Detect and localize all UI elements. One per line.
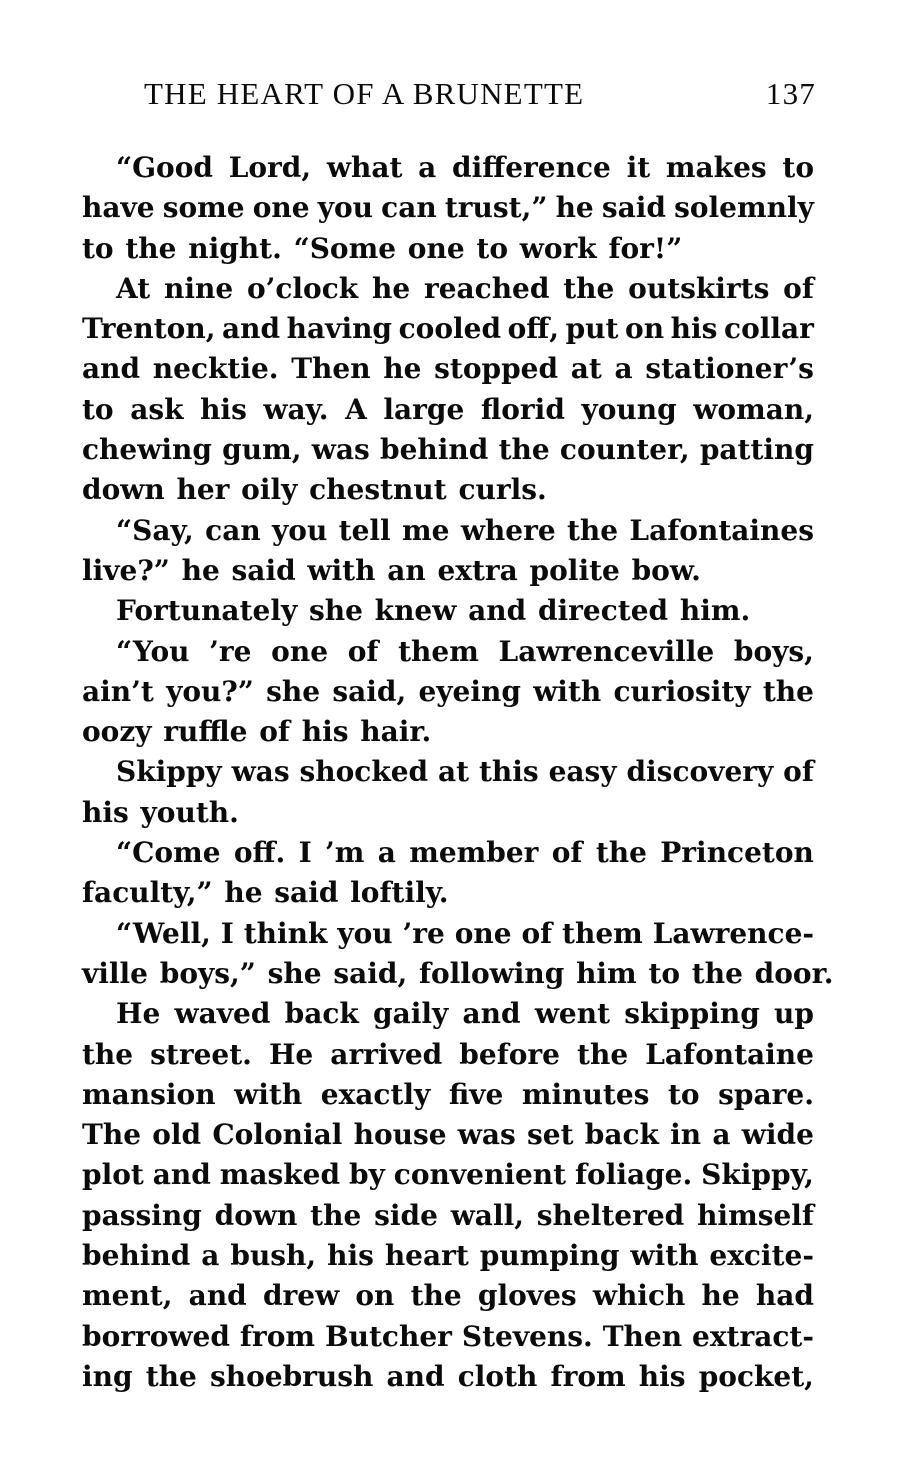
word: knew — [374, 594, 457, 628]
word: Fortunately — [116, 594, 298, 628]
word: you — [272, 513, 328, 547]
word: shocked — [299, 755, 429, 789]
word: excite- — [709, 1239, 814, 1273]
word: can — [381, 191, 437, 225]
word: to — [667, 1077, 700, 1111]
word: of — [551, 836, 583, 870]
word: I — [298, 836, 312, 870]
word: masked — [219, 1158, 341, 1192]
word: reached — [423, 271, 550, 305]
word: them — [562, 916, 643, 950]
word: the — [498, 433, 550, 467]
word: minutes — [521, 1077, 650, 1111]
word: gloves — [477, 1279, 577, 1313]
word: bow. — [631, 553, 701, 587]
text-line — [82, 1075, 814, 1115]
text-line — [82, 1035, 814, 1075]
word: said, — [332, 674, 407, 708]
word: street. — [150, 1037, 252, 1071]
word: a — [614, 352, 633, 386]
word: off. — [233, 836, 286, 870]
word: patting — [699, 433, 814, 467]
word: them — [398, 634, 479, 668]
running-title: THE HEART OF A BRUNETTE — [144, 76, 585, 111]
word: you — [317, 191, 374, 225]
word: set — [527, 1118, 574, 1152]
word: he — [555, 191, 594, 225]
text-line — [82, 914, 814, 954]
word: you?” — [166, 674, 254, 708]
word: the — [577, 1037, 629, 1071]
word: she — [267, 956, 322, 990]
word: was — [457, 1118, 516, 1152]
word: Lord, — [228, 151, 312, 184]
word: gaily — [373, 997, 449, 1031]
word: work — [519, 231, 597, 265]
word: youth. — [140, 795, 239, 829]
word: necktie. — [152, 352, 279, 386]
word: ruffle — [163, 715, 248, 749]
word: the — [566, 513, 619, 547]
word: He — [268, 1037, 314, 1071]
word: was — [311, 433, 370, 467]
word: Princeton — [660, 836, 814, 870]
word: an — [387, 553, 426, 587]
word: think — [243, 916, 328, 950]
word: stopped — [434, 352, 559, 386]
word: down — [82, 473, 165, 507]
word: a — [418, 151, 437, 184]
word: the — [125, 231, 177, 265]
page-number: 137 — [765, 76, 816, 111]
word: waved — [174, 997, 271, 1031]
word: of — [259, 715, 290, 749]
word: with — [533, 674, 602, 708]
word: ’m — [325, 836, 365, 870]
text-line — [82, 873, 814, 913]
word: he — [371, 271, 411, 305]
word: from — [239, 1319, 315, 1353]
word: back — [584, 1118, 659, 1152]
word: polite — [529, 553, 620, 587]
word: a — [712, 1118, 731, 1152]
word: tell — [338, 513, 391, 547]
word: “Come — [116, 836, 221, 870]
word: before — [459, 1037, 560, 1071]
word: down — [214, 1198, 298, 1232]
word: extra — [437, 553, 518, 587]
word: He — [116, 997, 161, 1031]
running-header — [82, 76, 816, 120]
word: ment, — [82, 1279, 173, 1313]
word: “Well, — [116, 916, 211, 950]
word: oily — [241, 473, 298, 507]
word: Colonial — [212, 1118, 343, 1152]
word: skipping — [624, 997, 760, 1031]
word: makes — [665, 151, 767, 184]
word: back — [284, 997, 359, 1031]
word: loftily. — [350, 876, 449, 910]
word: what — [326, 151, 403, 184]
text-line — [82, 1276, 814, 1316]
word: Then — [602, 1319, 683, 1353]
word: florid — [480, 392, 565, 426]
word: eyeing — [418, 674, 521, 708]
word: the — [762, 674, 814, 708]
word: and — [222, 312, 281, 346]
word: wall, — [450, 1198, 524, 1232]
word: which — [592, 1279, 686, 1313]
word: of — [783, 755, 814, 789]
word: the — [563, 271, 615, 305]
word: ask — [130, 392, 184, 426]
word: me — [402, 513, 450, 547]
word: put — [565, 312, 619, 346]
word: he — [701, 1279, 740, 1313]
text-line — [82, 632, 814, 672]
word: his — [301, 715, 349, 749]
word: nine — [163, 271, 234, 305]
word: “Some — [293, 231, 397, 265]
word: Skippy — [116, 755, 222, 789]
word: house — [353, 1118, 447, 1152]
word: up — [774, 997, 814, 1031]
word: spare. — [718, 1077, 814, 1111]
word: had — [755, 1279, 814, 1313]
word: curiosity — [613, 674, 751, 708]
word: his — [327, 1239, 374, 1273]
text-line — [82, 752, 814, 792]
word: pumping — [479, 1239, 620, 1273]
word: he — [383, 352, 422, 386]
word: he — [181, 553, 220, 587]
word: the — [82, 1037, 134, 1071]
word: on — [625, 312, 665, 346]
word: this — [478, 755, 539, 789]
word: can — [205, 513, 261, 547]
word: behind — [379, 433, 489, 467]
word: ’re — [209, 634, 252, 668]
word: stationer’s — [645, 352, 814, 386]
word: the — [691, 956, 743, 990]
word: with — [234, 1077, 303, 1111]
text-line — [82, 1115, 814, 1155]
word: drew — [262, 1279, 340, 1313]
text-line — [82, 430, 814, 470]
word: old — [152, 1118, 202, 1152]
word: cloth — [457, 1359, 538, 1393]
text-line — [82, 511, 814, 551]
word: from — [550, 1359, 626, 1393]
word: The — [82, 1118, 142, 1152]
text-line — [82, 551, 814, 591]
word: and — [462, 997, 521, 1031]
word: difference — [452, 151, 611, 184]
word: and — [386, 1359, 445, 1393]
text-line — [82, 833, 814, 873]
word: for!” — [608, 231, 683, 265]
word: was — [231, 755, 290, 789]
word: wide — [741, 1118, 814, 1152]
word: Butcher — [324, 1319, 452, 1353]
text-line — [82, 309, 814, 349]
word: cooled — [398, 312, 502, 346]
word: a — [377, 836, 396, 870]
word: way. — [263, 392, 329, 426]
word: Trenton, — [82, 312, 216, 346]
word: Then — [291, 352, 371, 386]
word: counter, — [559, 433, 690, 467]
word: member — [409, 836, 539, 870]
word: mansion — [82, 1077, 216, 1111]
word: following — [418, 956, 565, 990]
word: by — [349, 1158, 385, 1192]
word: boys,” — [159, 956, 256, 990]
word: borrowed — [82, 1319, 230, 1353]
word: said, — [333, 956, 408, 990]
word: his — [670, 312, 718, 346]
word: to — [82, 392, 114, 426]
word: five — [448, 1077, 504, 1111]
word: Lafontaine — [645, 1037, 814, 1071]
word: a — [201, 1239, 220, 1273]
word: at — [438, 755, 470, 789]
word: Lafontaines — [629, 513, 814, 547]
word: said — [274, 876, 339, 910]
word: himself — [697, 1198, 814, 1232]
word: door. — [754, 956, 834, 990]
word: of — [783, 271, 814, 305]
word: to — [648, 956, 681, 990]
word: passing — [82, 1198, 202, 1232]
word: night. — [188, 231, 282, 265]
word: boys, — [733, 634, 814, 668]
text-line — [82, 793, 814, 833]
word: side — [374, 1198, 438, 1232]
word: she — [308, 594, 363, 628]
word: young — [581, 392, 677, 426]
word: chestnut — [309, 473, 447, 507]
word: went — [534, 997, 611, 1031]
word: ing — [82, 1359, 133, 1393]
word: outskirts — [628, 271, 770, 305]
word: one — [454, 916, 512, 950]
word: his — [638, 1359, 686, 1393]
word: one — [252, 191, 310, 225]
word: his — [82, 795, 129, 829]
text-line — [82, 148, 814, 188]
word: said — [601, 191, 666, 225]
word: in — [670, 1118, 702, 1152]
text-line — [82, 954, 834, 994]
word: shoebrush — [209, 1359, 374, 1393]
word: said — [231, 553, 296, 587]
word: A — [345, 392, 367, 426]
text-line — [82, 1155, 814, 1195]
word: convenient — [393, 1158, 567, 1192]
word: the — [145, 1359, 197, 1393]
word: on — [355, 1279, 395, 1313]
word: discovery — [626, 755, 774, 789]
word: Lawrence- — [652, 916, 814, 950]
text-line — [82, 712, 814, 752]
word: off, — [507, 312, 560, 346]
text-line — [82, 994, 814, 1034]
word: o’clock — [246, 271, 359, 305]
text-line — [82, 229, 814, 269]
word: where — [460, 513, 556, 547]
word: the — [595, 836, 647, 870]
word: at — [570, 352, 602, 386]
word: his — [200, 392, 247, 426]
word: gum, — [222, 433, 302, 467]
word: to — [82, 231, 114, 265]
word: and — [82, 352, 141, 386]
word: sheltered — [536, 1198, 685, 1232]
word: arrived — [330, 1037, 443, 1071]
word: you — [337, 916, 393, 950]
word: some — [162, 191, 245, 225]
word: “Good — [116, 151, 213, 184]
word: “Say, — [116, 513, 194, 547]
word: having — [286, 312, 393, 346]
word: the — [410, 1279, 462, 1313]
word: plot — [82, 1158, 144, 1192]
text-line — [82, 591, 814, 631]
word: bush, — [230, 1239, 317, 1273]
word: trust,” — [444, 191, 548, 225]
word: ville — [82, 956, 148, 990]
text-line — [82, 1236, 814, 1276]
text-line — [82, 1357, 814, 1397]
word: chewing — [82, 433, 212, 467]
word: extract- — [692, 1319, 814, 1353]
word: At — [116, 271, 151, 305]
word: directed — [537, 594, 669, 628]
word: exactly — [320, 1077, 431, 1111]
word: oozy — [82, 715, 152, 749]
word: faculty,” — [82, 876, 213, 910]
word: live?” — [82, 553, 170, 587]
word: foliage. — [574, 1158, 693, 1192]
word: solemnly — [674, 191, 814, 225]
word: ain’t — [82, 674, 154, 708]
word: and — [152, 1158, 211, 1192]
word: easy — [548, 755, 617, 789]
text-line — [82, 269, 814, 309]
word: and — [188, 1279, 247, 1313]
word: large — [383, 392, 465, 426]
word: collar — [724, 312, 814, 346]
word: the — [310, 1198, 362, 1232]
word: it — [626, 151, 651, 184]
word: to — [782, 151, 814, 184]
text-line — [82, 470, 814, 510]
word: he — [224, 876, 263, 910]
word: her — [176, 473, 230, 507]
word: Skippy, — [701, 1158, 814, 1192]
word: with — [307, 553, 376, 587]
word: one — [407, 231, 465, 265]
text-line — [82, 390, 814, 430]
text-line — [82, 672, 814, 712]
word: one — [271, 634, 329, 668]
word: I — [220, 916, 234, 950]
word: hair. — [360, 715, 432, 749]
word: of — [521, 916, 553, 950]
text-line — [82, 188, 814, 228]
word: him — [576, 956, 637, 990]
word: and — [468, 594, 527, 628]
text-line — [82, 1317, 814, 1357]
word: have — [82, 191, 155, 225]
word: with — [630, 1239, 699, 1273]
word: to — [476, 231, 509, 265]
word: “You — [116, 634, 190, 668]
text-line — [82, 349, 814, 389]
text-line — [82, 1196, 814, 1236]
word: behind — [82, 1239, 191, 1273]
word: of — [347, 634, 379, 668]
word: ’re — [402, 916, 445, 950]
word: him. — [679, 594, 751, 628]
word: woman, — [693, 392, 814, 426]
body-text — [82, 148, 834, 1397]
word: pocket, — [698, 1359, 814, 1393]
word: curls. — [458, 473, 547, 507]
word: she — [266, 674, 321, 708]
word: Lawrenceville — [498, 634, 715, 668]
word: Stevens. — [461, 1319, 593, 1353]
word: heart — [384, 1239, 469, 1273]
